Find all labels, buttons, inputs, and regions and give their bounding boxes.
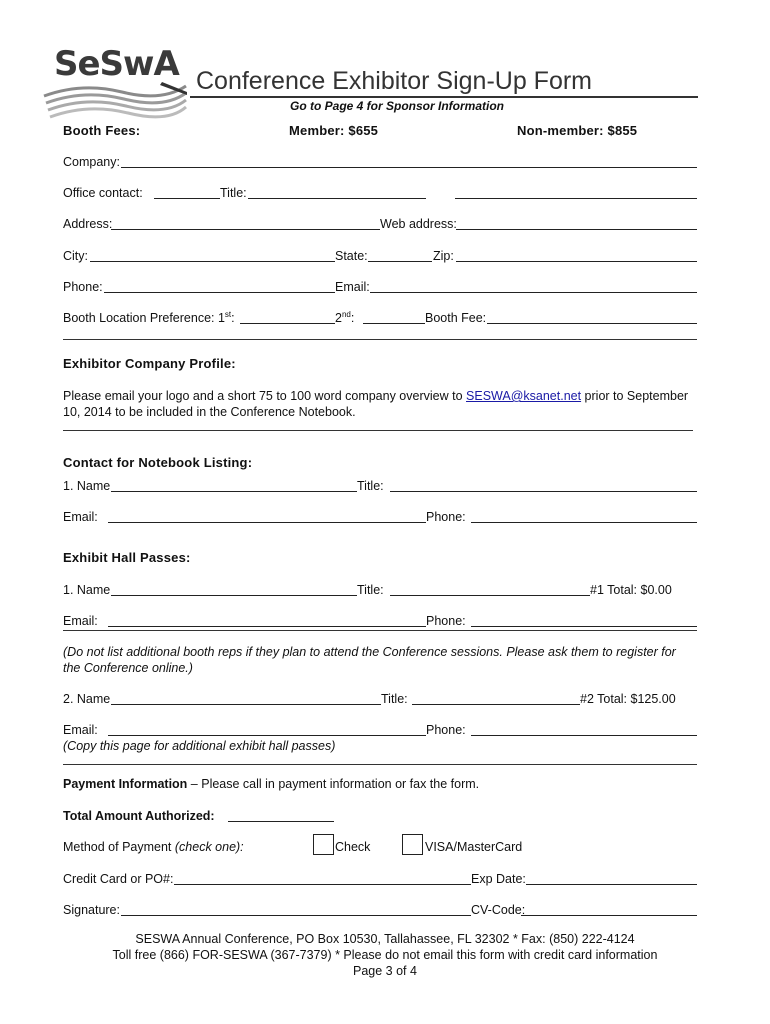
- signature-input[interactable]: [121, 915, 471, 916]
- pref-colon: :: [231, 311, 235, 325]
- payment-info-label: Payment Information: [63, 777, 188, 791]
- passes-note-line2: the Conference online.): [63, 661, 193, 675]
- contact-title-input[interactable]: [248, 198, 426, 199]
- nonmember-fee: Non-member: $855: [517, 123, 638, 138]
- notebook-email-label: Email:: [63, 510, 98, 524]
- cv-code-label: CV-Code:: [471, 903, 526, 917]
- notebook-title-input[interactable]: [390, 491, 697, 492]
- profile-divider: [63, 430, 693, 431]
- second-colon: :: [350, 311, 355, 325]
- credit-card-label: Credit Card or PO#:: [63, 872, 174, 886]
- notebook-phone-label: Phone:: [426, 510, 466, 524]
- copy-page-note: (Copy this page for additional exhibit hall passes): [63, 739, 336, 753]
- profile-heading: Exhibitor Company Profile:: [63, 356, 236, 371]
- web-address-label: Web address:: [380, 217, 457, 231]
- pass1-email-input[interactable]: [108, 626, 426, 627]
- contact-extra-input[interactable]: [455, 198, 697, 199]
- seswa-email-link[interactable]: SESWA@ksanet.net: [466, 389, 582, 403]
- pass1-phone-label: Phone:: [426, 614, 466, 628]
- passes-note-line1: (Do not list additional booth reps if they plan to attend the Conference sessions. Please ask them to register for: [63, 645, 676, 659]
- pass1-name-label: 1. Name: [63, 583, 111, 597]
- total-authorized-input[interactable]: [228, 821, 334, 822]
- page-title: Conference Exhibitor Sign-Up Form: [196, 67, 592, 95]
- cv-code-input[interactable]: [521, 915, 697, 916]
- pass1-title-input[interactable]: [390, 595, 590, 596]
- contact-title-label: Title:: [220, 186, 247, 200]
- city-input[interactable]: [90, 261, 335, 262]
- title-rule: [190, 96, 698, 98]
- pass2-title-input[interactable]: [412, 704, 580, 705]
- notebook-name-label: 1. Name: [63, 479, 111, 493]
- address-label: Address:: [63, 217, 113, 231]
- sponsor-note: Go to Page 4 for Sponsor Information: [290, 99, 505, 113]
- zip-input[interactable]: [456, 261, 697, 262]
- zip-label: Zip:: [433, 249, 454, 263]
- company-input[interactable]: [121, 167, 697, 168]
- pass2-total: #2 Total: $125.00: [580, 692, 676, 706]
- footer-tollfree: Toll free (866) FOR-SESWA (367-7379) * Please do not email this form with credit card information: [112, 948, 658, 962]
- notebook-title-label: Title:: [357, 479, 384, 493]
- seswa-logo: [42, 42, 188, 124]
- first-sup: st: [224, 309, 232, 319]
- footer: [0, 931, 770, 979]
- member-fee: Member: $655: [289, 123, 379, 138]
- notebook-name-input[interactable]: [111, 491, 357, 492]
- method-of-payment: [63, 840, 244, 855]
- notebook-email-input[interactable]: [108, 522, 426, 523]
- section-divider: [63, 339, 697, 340]
- profile-text-line1: [63, 389, 688, 404]
- signature-label: Signature:: [63, 903, 120, 917]
- check-checkbox[interactable]: [313, 834, 334, 855]
- exp-date-input[interactable]: [526, 884, 697, 885]
- second-sup: nd: [341, 309, 351, 319]
- credit-card-input[interactable]: [174, 884, 471, 885]
- profile-text-a: Please email your logo and a short 75 to 100 word company overview to: [63, 389, 467, 403]
- visa-mastercard-checkbox[interactable]: [402, 834, 423, 855]
- booth-pref-first-input[interactable]: [240, 323, 335, 324]
- pass2-phone-input[interactable]: [471, 735, 697, 736]
- total-authorized-label: Total Amount Authorized:: [63, 809, 215, 823]
- method-label: Method of Payment: [63, 840, 175, 854]
- pass2-title-label: Title:: [381, 692, 408, 706]
- booth-fee-label: Booth Fee:: [425, 311, 487, 325]
- pass1-phone-input[interactable]: [471, 626, 697, 627]
- phone-label: Phone:: [63, 280, 103, 294]
- method-note: (check one):: [174, 840, 244, 854]
- web-address-input[interactable]: [456, 229, 697, 230]
- office-contact-label: Office contact:: [63, 186, 143, 200]
- footer-address: SESWA Annual Conference, PO Box 10530, Tallahassee, FL 32302 * Fax: (850) 222-4124: [135, 932, 635, 946]
- pass2-name-input[interactable]: [111, 704, 381, 705]
- state-input[interactable]: [368, 261, 432, 262]
- city-label: City:: [63, 249, 88, 263]
- booth-pref-second-input[interactable]: [363, 323, 425, 324]
- pass1-name-input[interactable]: [111, 595, 357, 596]
- booth-pref-text: Booth Location Preference: 1: [63, 311, 225, 325]
- notebook-heading: Contact for Notebook Listing:: [63, 455, 253, 470]
- profile-text-b: prior to September: [581, 389, 689, 403]
- passes-divider: [63, 764, 697, 765]
- office-contact-input[interactable]: [154, 198, 220, 199]
- pass2-phone-label: Phone:: [426, 723, 466, 737]
- booth-fees-label: Booth Fees:: [63, 123, 141, 138]
- phone-input[interactable]: [104, 292, 335, 293]
- visa-mastercard-label: VISA/MasterCard: [425, 840, 523, 854]
- exp-date-label: Exp Date:: [471, 872, 526, 886]
- notebook-phone-input[interactable]: [471, 522, 697, 523]
- pass1-title-label: Title:: [357, 583, 384, 597]
- pass2-name-label: 2. Name: [63, 692, 111, 706]
- pass1-divider: [63, 630, 697, 631]
- pass2-email-label: Email:: [63, 723, 98, 737]
- address-input[interactable]: [111, 229, 380, 230]
- passes-heading: Exhibit Hall Passes:: [63, 550, 191, 565]
- payment-info-text: – Please call in payment information or fax the form.: [187, 777, 480, 791]
- pass1-email-label: Email:: [63, 614, 98, 628]
- logo-text: SeSwA: [54, 44, 179, 84]
- booth-pref-second-label: [335, 311, 354, 326]
- check-label: Check: [335, 840, 371, 854]
- second-text: 2: [335, 311, 342, 325]
- state-label: State:: [335, 249, 368, 263]
- profile-text-line2: 10, 2014 to be included in the Conference Notebook.: [63, 405, 356, 419]
- page-number: Page 3 of 4: [353, 964, 417, 978]
- booth-pref-label: [63, 311, 235, 326]
- email-input[interactable]: [370, 292, 697, 293]
- pass2-email-input[interactable]: [108, 735, 426, 736]
- pass1-total: #1 Total: $0.00: [590, 583, 672, 597]
- company-label: Company:: [63, 155, 120, 169]
- booth-fee-input[interactable]: [487, 323, 697, 324]
- payment-info: [63, 777, 479, 792]
- email-label: Email:: [335, 280, 370, 294]
